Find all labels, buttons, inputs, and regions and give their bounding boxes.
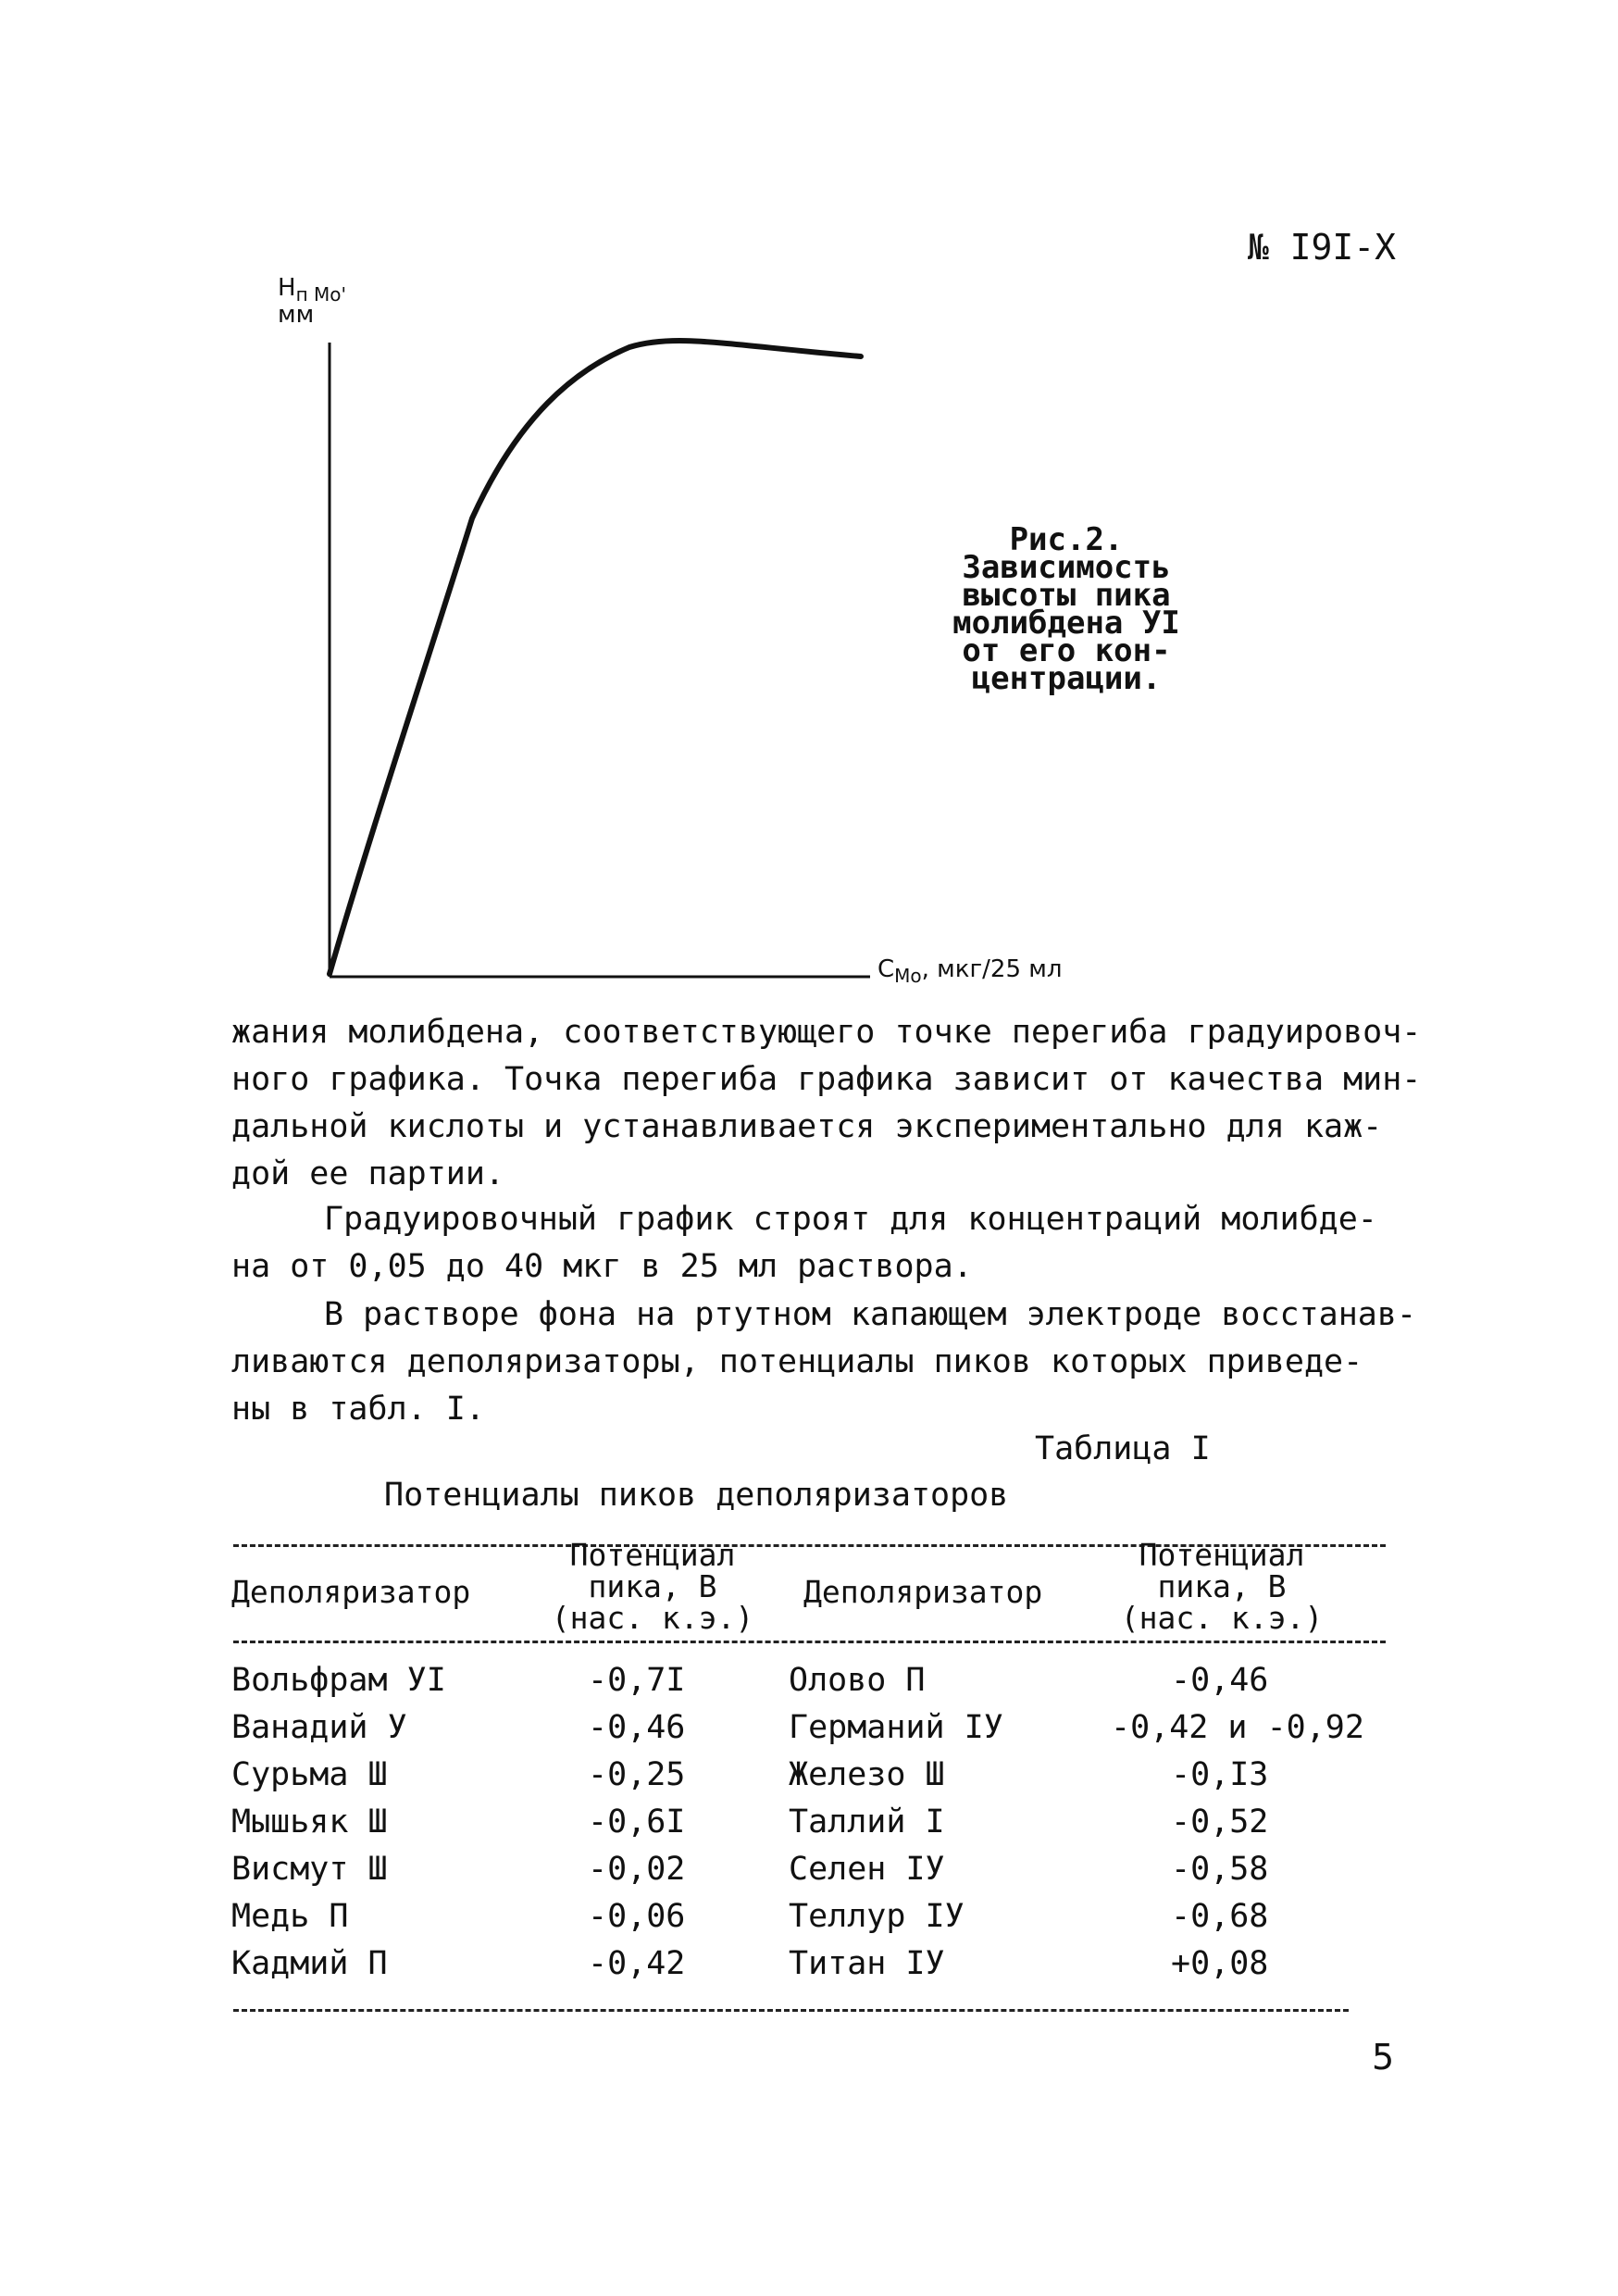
header-depolarizer-2: Деполяризатор	[803, 1574, 1043, 1610]
x-axis-label-main: C	[877, 955, 895, 983]
text-line: ного графика. Точка перегиба графика зависит от качества мин-	[231, 1061, 1422, 1098]
header-bottom-rule	[233, 1641, 1386, 1643]
text-line: дальной кислоты и устанавливается экспериментально для каж-	[231, 1108, 1383, 1145]
y-axis-unit: мм	[278, 301, 315, 330]
page-number: 5	[1372, 2037, 1395, 2078]
caption-line: Зависимость	[962, 549, 1171, 586]
calibration-curve	[330, 341, 861, 974]
peak-potential: -0,52	[1171, 1803, 1269, 1841]
depolarizer-name: Висмут Ш	[231, 1851, 388, 1888]
table-row	[231, 1657, 1388, 1704]
table-label: Таблица I	[1035, 1430, 1211, 1467]
caption-line: молибдена УI	[952, 605, 1180, 642]
peak-potential: -0,25	[588, 1756, 686, 1793]
x-axis-label	[877, 955, 1063, 987]
y-axis-label-main: H	[278, 274, 296, 302]
depolarizer-name: Сурьма Ш	[231, 1756, 388, 1793]
header-potential-2	[1111, 1537, 1333, 1636]
peak-potential: -0,58	[1171, 1851, 1269, 1888]
peak-potential: -0,I3	[1171, 1756, 1269, 1793]
depolarizer-name: Теллур IУ	[789, 1898, 965, 1935]
header-line: (нас. к.э.)	[1120, 1600, 1324, 1636]
concentration-curve-plot	[0, 0, 1618, 1018]
peak-potential: -0,02	[588, 1851, 686, 1888]
paragraph-2	[231, 1196, 1435, 1291]
table-row	[231, 1752, 1388, 1799]
text-line: дой ее партии.	[231, 1155, 505, 1192]
depolarizer-name: Вольфрам УI	[231, 1662, 446, 1699]
header-line: Потенциал	[569, 1537, 736, 1573]
text-line: ны в табл. I.	[231, 1391, 485, 1428]
header-line: пика, В	[588, 1568, 717, 1604]
paragraph-3	[231, 1292, 1435, 1433]
peak-potential: -0,46	[1171, 1662, 1269, 1699]
text-line: жания молибдена, соответствующего точке перегиба градуировоч-	[231, 1014, 1422, 1051]
header-line: Потенциал	[1139, 1537, 1305, 1573]
caption-line: от его кон-	[962, 632, 1171, 669]
depolarizer-name: Кадмий П	[231, 1945, 388, 1982]
table-row	[231, 1893, 1388, 1940]
caption-line: центрации.	[971, 660, 1162, 697]
y-axis-label-sub: п Mo'	[295, 283, 346, 306]
text-line: Градуировочный график строят для концентраций молибде-	[324, 1201, 1377, 1238]
peak-potential: -0,68	[1171, 1898, 1269, 1935]
caption-line: высоты пика	[962, 577, 1171, 614]
header-line: пика, В	[1157, 1568, 1287, 1604]
table-row	[231, 1940, 1388, 1988]
peak-potential: -0,42 и -0,92	[1111, 1709, 1364, 1746]
table-row	[231, 1704, 1388, 1752]
peak-potential: -0,6I	[588, 1803, 686, 1841]
x-axis-unit: , мкг/25 мл	[921, 955, 1063, 983]
depolarizer-name: Германий IУ	[789, 1709, 1003, 1746]
table-row	[231, 1846, 1388, 1893]
document-number: № I9I-X	[1247, 227, 1396, 268]
peak-potential: -0,06	[588, 1898, 686, 1935]
depolarizer-name: Селен IУ	[789, 1851, 945, 1888]
peak-potential: +0,08	[1171, 1945, 1269, 1982]
peak-potential: -0,46	[588, 1709, 686, 1746]
x-axis-label-sub: Mo	[894, 965, 922, 988]
header-line: (нас. к.э.)	[551, 1600, 754, 1636]
peak-potential: -0,42	[588, 1945, 686, 1982]
figure-caption	[946, 521, 1187, 697]
depolarizer-name: Медь П	[231, 1898, 349, 1935]
caption-line: Рис.2.	[1009, 521, 1124, 558]
text-line: на от 0,05 до 40 мкг в 25 мл раствора.	[231, 1248, 973, 1285]
table-body	[231, 1657, 1388, 1988]
table-row	[231, 1799, 1388, 1846]
y-axis-label	[278, 274, 346, 330]
depolarizer-name: Титан IУ	[789, 1945, 945, 1982]
text-line: ливаются деполяризаторы, потенциалы пиков которых приведе-	[231, 1343, 1363, 1380]
table-title: Потенциалы пиков деполяризаторов	[384, 1477, 1009, 1514]
peak-potential: -0,7I	[588, 1662, 686, 1699]
depolarizer-name: Таллий I	[789, 1803, 945, 1841]
table-bottom-rule	[233, 2009, 1349, 2012]
header-potential-1	[541, 1537, 764, 1636]
text-line: В растворе фона на ртутном капающем электроде восстанав-	[324, 1296, 1417, 1333]
depolarizer-name: Олово П	[789, 1662, 926, 1699]
depolarizer-name: Железо Ш	[789, 1756, 945, 1793]
header-depolarizer-1: Деполяризатор	[231, 1574, 471, 1610]
paragraph-1	[231, 1009, 1435, 1198]
depolarizer-name: Мышьяк Ш	[231, 1803, 388, 1841]
depolarizer-name: Ванадий У	[231, 1709, 407, 1746]
